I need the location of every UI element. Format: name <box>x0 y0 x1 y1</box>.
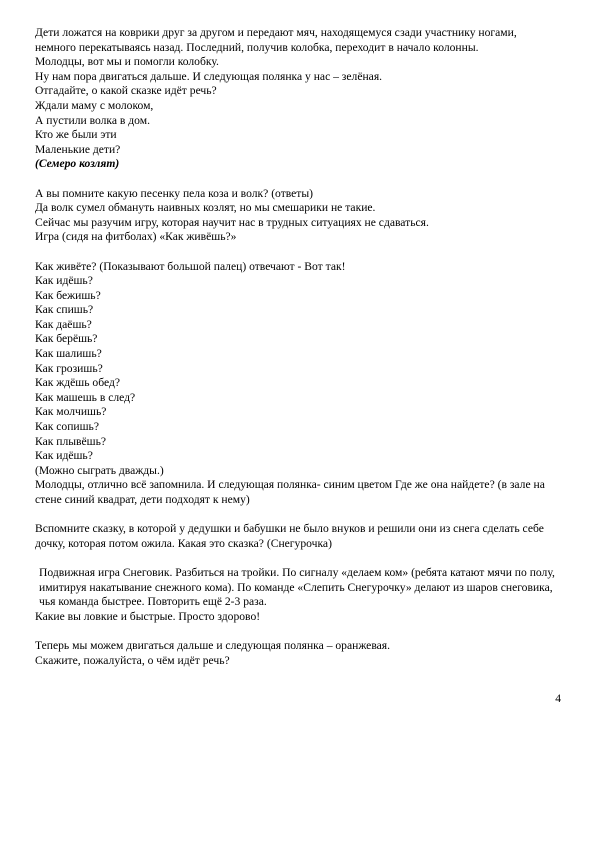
text-line: Какие вы ловкие и быстрые. Просто здорово! <box>35 609 261 623</box>
game-title: Игра (сидя на фитболах) «Как живёшь?» <box>35 230 237 244</box>
game-line: Как ждёшь обед? <box>35 376 121 390</box>
game-line: Как машешь в след? <box>35 390 136 404</box>
poem-line: Кто же были эти <box>35 128 117 142</box>
game-line: Как даёшь? <box>35 317 92 331</box>
poem-line: Ждали маму с молоком, <box>35 98 154 112</box>
paragraph: Молодцы, отлично всё запомнила. И следующая полянка- синим цветом Где же она найдете? (в зале на стене синий квадрат, дети подходят к нему) <box>35 478 545 506</box>
document-body <box>35 26 560 668</box>
game-line: Как идёшь? <box>35 449 93 463</box>
text-line: Сейчас мы разучим игру, которая научит нас в трудных ситуациях не сдаваться. <box>35 215 429 229</box>
text-line: Отгадайте, о какой сказке идёт речь? <box>35 84 217 98</box>
text-line: Теперь мы можем двигаться дальше и следующая полянка – оранжевая. <box>35 638 391 652</box>
text-line: Дети ложатся на коврики друг за другом и передают мяч, находящемуся сзади участнику ногами, <box>35 26 517 39</box>
paragraph-gap <box>35 551 560 566</box>
game-line: Как идёшь? <box>35 274 93 288</box>
text-line: Молодцы, вот мы и помогли колобку. <box>35 55 219 69</box>
game-line: Как грозишь? <box>35 361 103 375</box>
game-line: Как бежишь? <box>35 288 101 302</box>
game-line: Как спишь? <box>35 303 94 317</box>
poem-line: Маленькие дети? <box>35 142 121 156</box>
game-line: (Можно сыграть дважды.) <box>35 463 164 477</box>
text-line: А вы помните какую песенку пела коза и волк? (ответы) <box>35 186 314 200</box>
paragraph-gap <box>35 245 560 260</box>
page-number: 4 <box>555 692 561 705</box>
game-line: Как молчишь? <box>35 405 107 419</box>
text-line: Да волк сумел обмануть наивных козлят, но мы смешарики не такие. <box>35 201 376 215</box>
paragraph: Вспомните сказку, в которой у дедушки и бабушки не было внуков и решили они из снега сделать себе дочку, которая потом ожила. Какая это сказка? (Снегурочка) <box>35 522 544 550</box>
paragraph: Подвижная игра Снеговик. Разбиться на тройки. По сигналу «делаем ком» (ребята катают мячи по полу, имитируя накатывание снежного кома). По команде «Слепить Снегурочку» делают из шаров снеговика, чья команда быстрее. Повторить ещё 2-3 раза. <box>39 565 555 609</box>
paragraph-gap <box>35 172 560 187</box>
game-line: Как берёшь? <box>35 332 98 346</box>
riddle-answer: (Семеро козлят) <box>35 157 120 171</box>
poem-line: А пустили волка в дом. <box>35 113 150 127</box>
text-line: Скажите, пожалуйста, о чём идёт речь? <box>35 653 230 667</box>
game-line: Как плывёшь? <box>35 434 107 448</box>
text-line: Ну нам пора двигаться дальше. И следующая полянка у нас – зелёная. <box>35 69 383 83</box>
game-line: Как шалишь? <box>35 347 102 361</box>
game-line: Как живёте? (Показывают большой палец) отвечают - Вот так! <box>35 259 346 273</box>
paragraph-gap <box>35 624 560 639</box>
paragraph-gap <box>35 508 560 523</box>
text-line: немного перекатываясь назад. Последний, получив колобка, переходит в начало колонны. <box>35 40 479 54</box>
game-line: Как сопишь? <box>35 420 99 434</box>
